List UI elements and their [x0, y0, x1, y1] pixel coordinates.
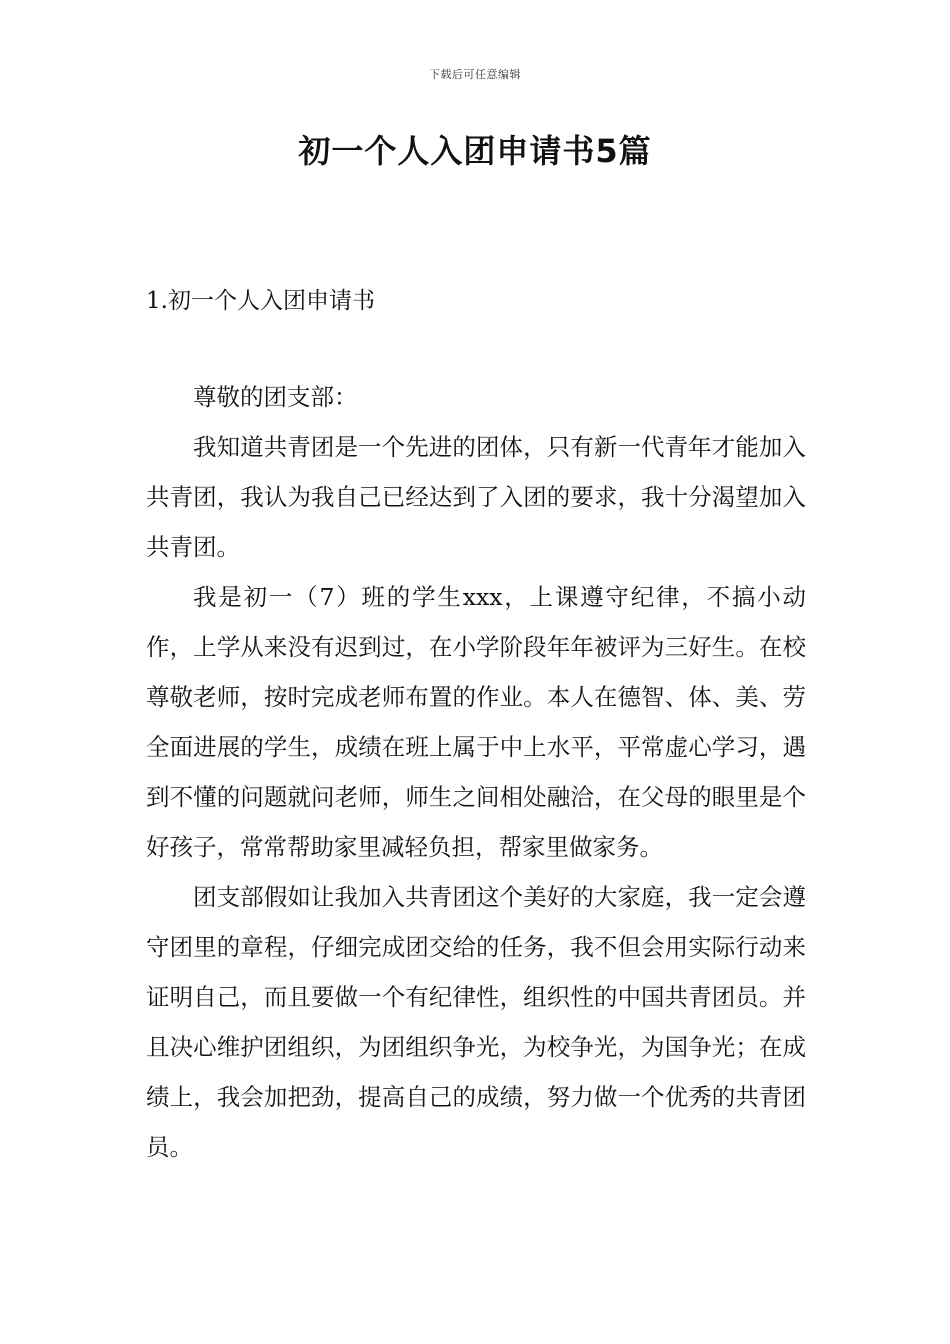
- paragraph: 团支部假如让我加入共青团这个美好的大家庭，我一定会遵守团里的章程，仔细完成团交给的任务，我不但会用实际行动来证明自己，而且要做一个有纪律性，组织性的中国共青团员。并且决心维护团组织，为团组织争光，为校争光，为国争光；在成绩上，我会加把劲，提高自己的成绩，努力做一个优秀的共青团员。: [146, 883, 806, 1161]
- letter-body: [146, 372, 806, 1172]
- header-note: 下载后可任意编辑: [429, 68, 521, 81]
- salutation: 尊敬的团支部：: [193, 383, 358, 411]
- section-heading: 1.初一个人入团申请书: [146, 288, 375, 314]
- document-title: 初一个人入团申请书5篇: [298, 132, 652, 170]
- paragraph: 我是初一（7）班的学生xxx，上课遵守纪律，不搞小动作，上学从来没有迟到过，在小学阶段年年被评为三好生。在校尊敬老师，按时完成老师布置的作业。本人在德智、体、美、劳全面进展的学生，成绩在班上属于中上水平，平常虚心学习，遇到不懂的问题就问老师，师生之间相处融洽，在父母的眼里是个好孩子，常常帮助家里减轻负担，帮家里做家务。: [146, 583, 806, 861]
- paragraph: 我知道共青团是一个先进的团体，只有新一代青年才能加入共青团，我认为我自己已经达到了入团的要求，我十分渴望加入共青团。: [146, 433, 806, 561]
